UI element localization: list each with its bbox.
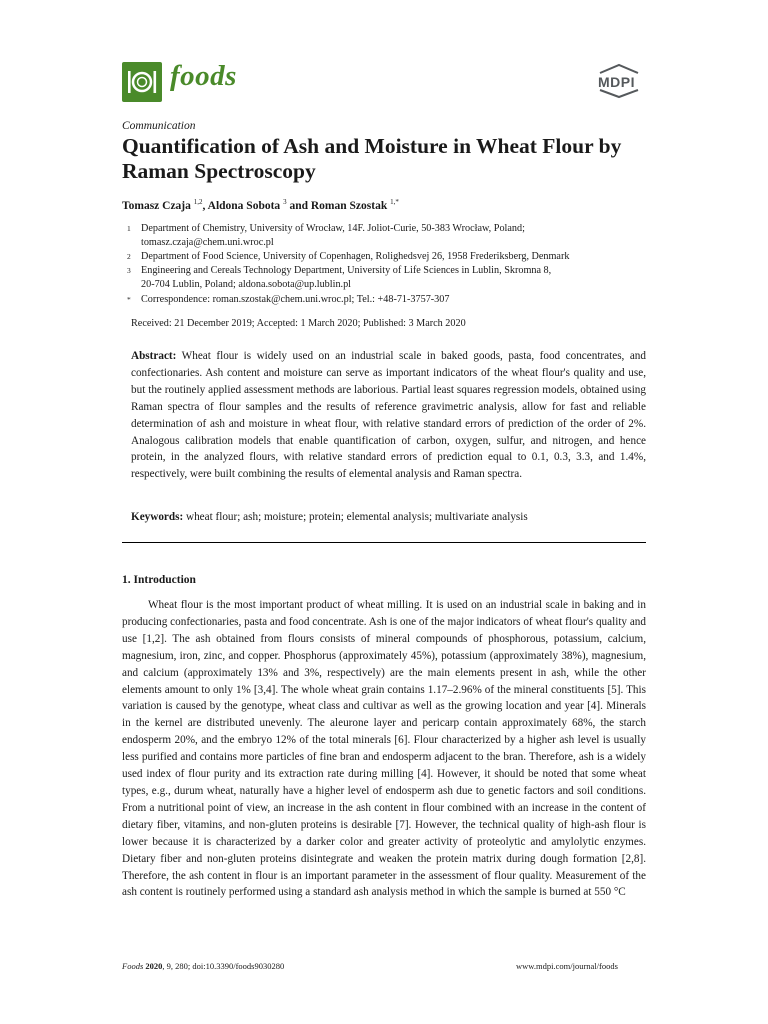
publisher-name: MDPI (598, 74, 635, 90)
affiliation-line: Department of Chemistry, University of Wrocław, 14F. Joliot-Curie, 50-383 Wrocław, Poland; (141, 223, 525, 234)
author-name: Roman Szostak (310, 199, 388, 212)
keywords (131, 511, 528, 523)
section-heading: 1. Introduction (122, 574, 196, 586)
article-type: Communication (122, 120, 196, 132)
author-name: Aldona Sobota (207, 199, 281, 212)
publication-dates: Received: 21 December 2019; Accepted: 1 March 2020; Published: 3 March 2020 (131, 318, 466, 329)
footer-citation (122, 961, 284, 971)
affiliation-line: Department of Food Science, University of Copenhagen, Rolighedsvej 26, 1958 Frederiksberg, Denmark (141, 251, 570, 262)
footer-url[interactable]: www.mdpi.com/journal/foods (516, 961, 618, 971)
author-affiliation-marker: 3 (283, 198, 287, 206)
author-list (122, 198, 399, 212)
keywords-text: wheat flour; ash; moisture; protein; elemental analysis; multivariate analysis (186, 511, 528, 523)
affiliation-marker: 1 (127, 224, 131, 233)
body-paragraph: Wheat flour is the most important product of wheat milling. It is used on an industrial scale in baking and in producing confectionaries, pasta and food concentrate. Ash is one of the major indicators of wheat flour's quality and use [1,2]. The ash obtained from flours consists of mineral compounds of phosphorous, potassium, calcium, magnesium, iron, zinc, and copper. Phosphorus (approximately 45%), potassium (approximately 38%), magnesium, and calcium (approximately 13% and 3%, respectively) are the main elements present in ash, while the other elements amount to only 1% [3,4]. The whole wheat grain contains 1.17–2.96% of the mineral constituents [5]. This variation is caused by the genotype, wheat class and cultivar as well as the growing location and year [4]. Minerals in the kernel are distributed unevenly. The aleurone layer and pericarp contain approximately 68%, the starch endosperm 20%, and the embryo 12% of the total minerals [6]. Flour characterized by a higher ash level is usually less purified and contains more particles of fine bran and endosperm adjacent to the bran. Therefore, ash is a widely used index of flour purity and its extraction rate during milling [4]. However, it should be noted that some wheat types, e.g., durum wheat, naturally have a higher level of endosperm ash due to genetic factors and soil conditions. From a nutritional point of view, an increase in the ash content in flour combined with an increase in the content of dietary fiber, vitamins, and non-gluten proteins is desirable [7]. However, the technical quality of high-ash flour is lower because it is characterized by a darker color and greater activity of proteolytic and amylolytic enzymes. Dietary fiber and non-gluten proteins disintegrate and weaken the protein matrix during dough formation [2,8]. Therefore, the ash content in flour is an important parameter in the assessment of flour quality. Measurement of the ash content is routinely performed using a standard ash analysis method in which the sample is burned at 550 °C (122, 599, 646, 899)
author-affiliation-marker: 1,* (390, 198, 399, 206)
author-name: Tomasz Czaja (122, 199, 191, 212)
correspondence-line[interactable]: Correspondence: roman.szostak@chem.uni.wroc.pl; Tel.: +48-71-3757-307 (141, 294, 450, 305)
abstract-label: Abstract: (131, 350, 177, 362)
plate-cutlery-icon (122, 62, 162, 102)
affiliation-email[interactable]: 20-704 Lublin, Poland; aldona.sobota@up.lublin.pl (141, 278, 352, 290)
affiliation-marker: 3 (127, 266, 131, 275)
affiliation-email[interactable]: tomasz.czaja@chem.uni.wroc.pl (141, 236, 274, 248)
affiliation-marker: * (127, 295, 131, 304)
abstract-text: Wheat flour is widely used on an industrial scale in baked goods, pasta, food concentrates, and confectionaries. Ash content and moisture can serve as important indicators of the wheat flour's quality and use, but the routinely applied assessment methods are laborious. Partial least squares regression models, obtained using Raman spectra of flour samples and the results of reference gravimetric analysis, allow for fast and reliable determination of ash and moisture in wheat flour, with relative standard errors of prediction of the order of 2%. Analogous calibration models that enable quantification of carbon, oxygen, sulfur, and nitrogen, and hence protein, in the analyzed flours, with relative standard errors of prediction equal to 0.1, 0.3, 3.3, and 1.4%, respectively, were built combining the results of elemental analysis and Raman spectra. (131, 350, 646, 481)
author-separator: , (202, 199, 206, 212)
keywords-label: Keywords: (131, 511, 184, 523)
author-affiliation-marker: 1,2 (193, 198, 203, 206)
footer-year: 2020 (145, 961, 163, 971)
affiliation-line: Engineering and Cereals Technology Department, University of Life Sciences in Lublin, Skromna 8, (141, 265, 552, 276)
article-title: Quantification of Ash and Moisture in Wheat Flour by Raman Spectroscopy (122, 134, 622, 183)
journal-logo (122, 62, 162, 102)
section-divider (122, 542, 646, 543)
publisher-logo (592, 63, 646, 99)
author-conjunction: and (289, 199, 308, 212)
abstract (131, 348, 646, 483)
affiliation-marker: 2 (127, 252, 131, 261)
journal-name: foods (170, 60, 237, 92)
footer-journal: Foods (122, 961, 144, 971)
footer-doi[interactable]: , 9, 280; doi:10.3390/foods9030280 (162, 961, 285, 971)
